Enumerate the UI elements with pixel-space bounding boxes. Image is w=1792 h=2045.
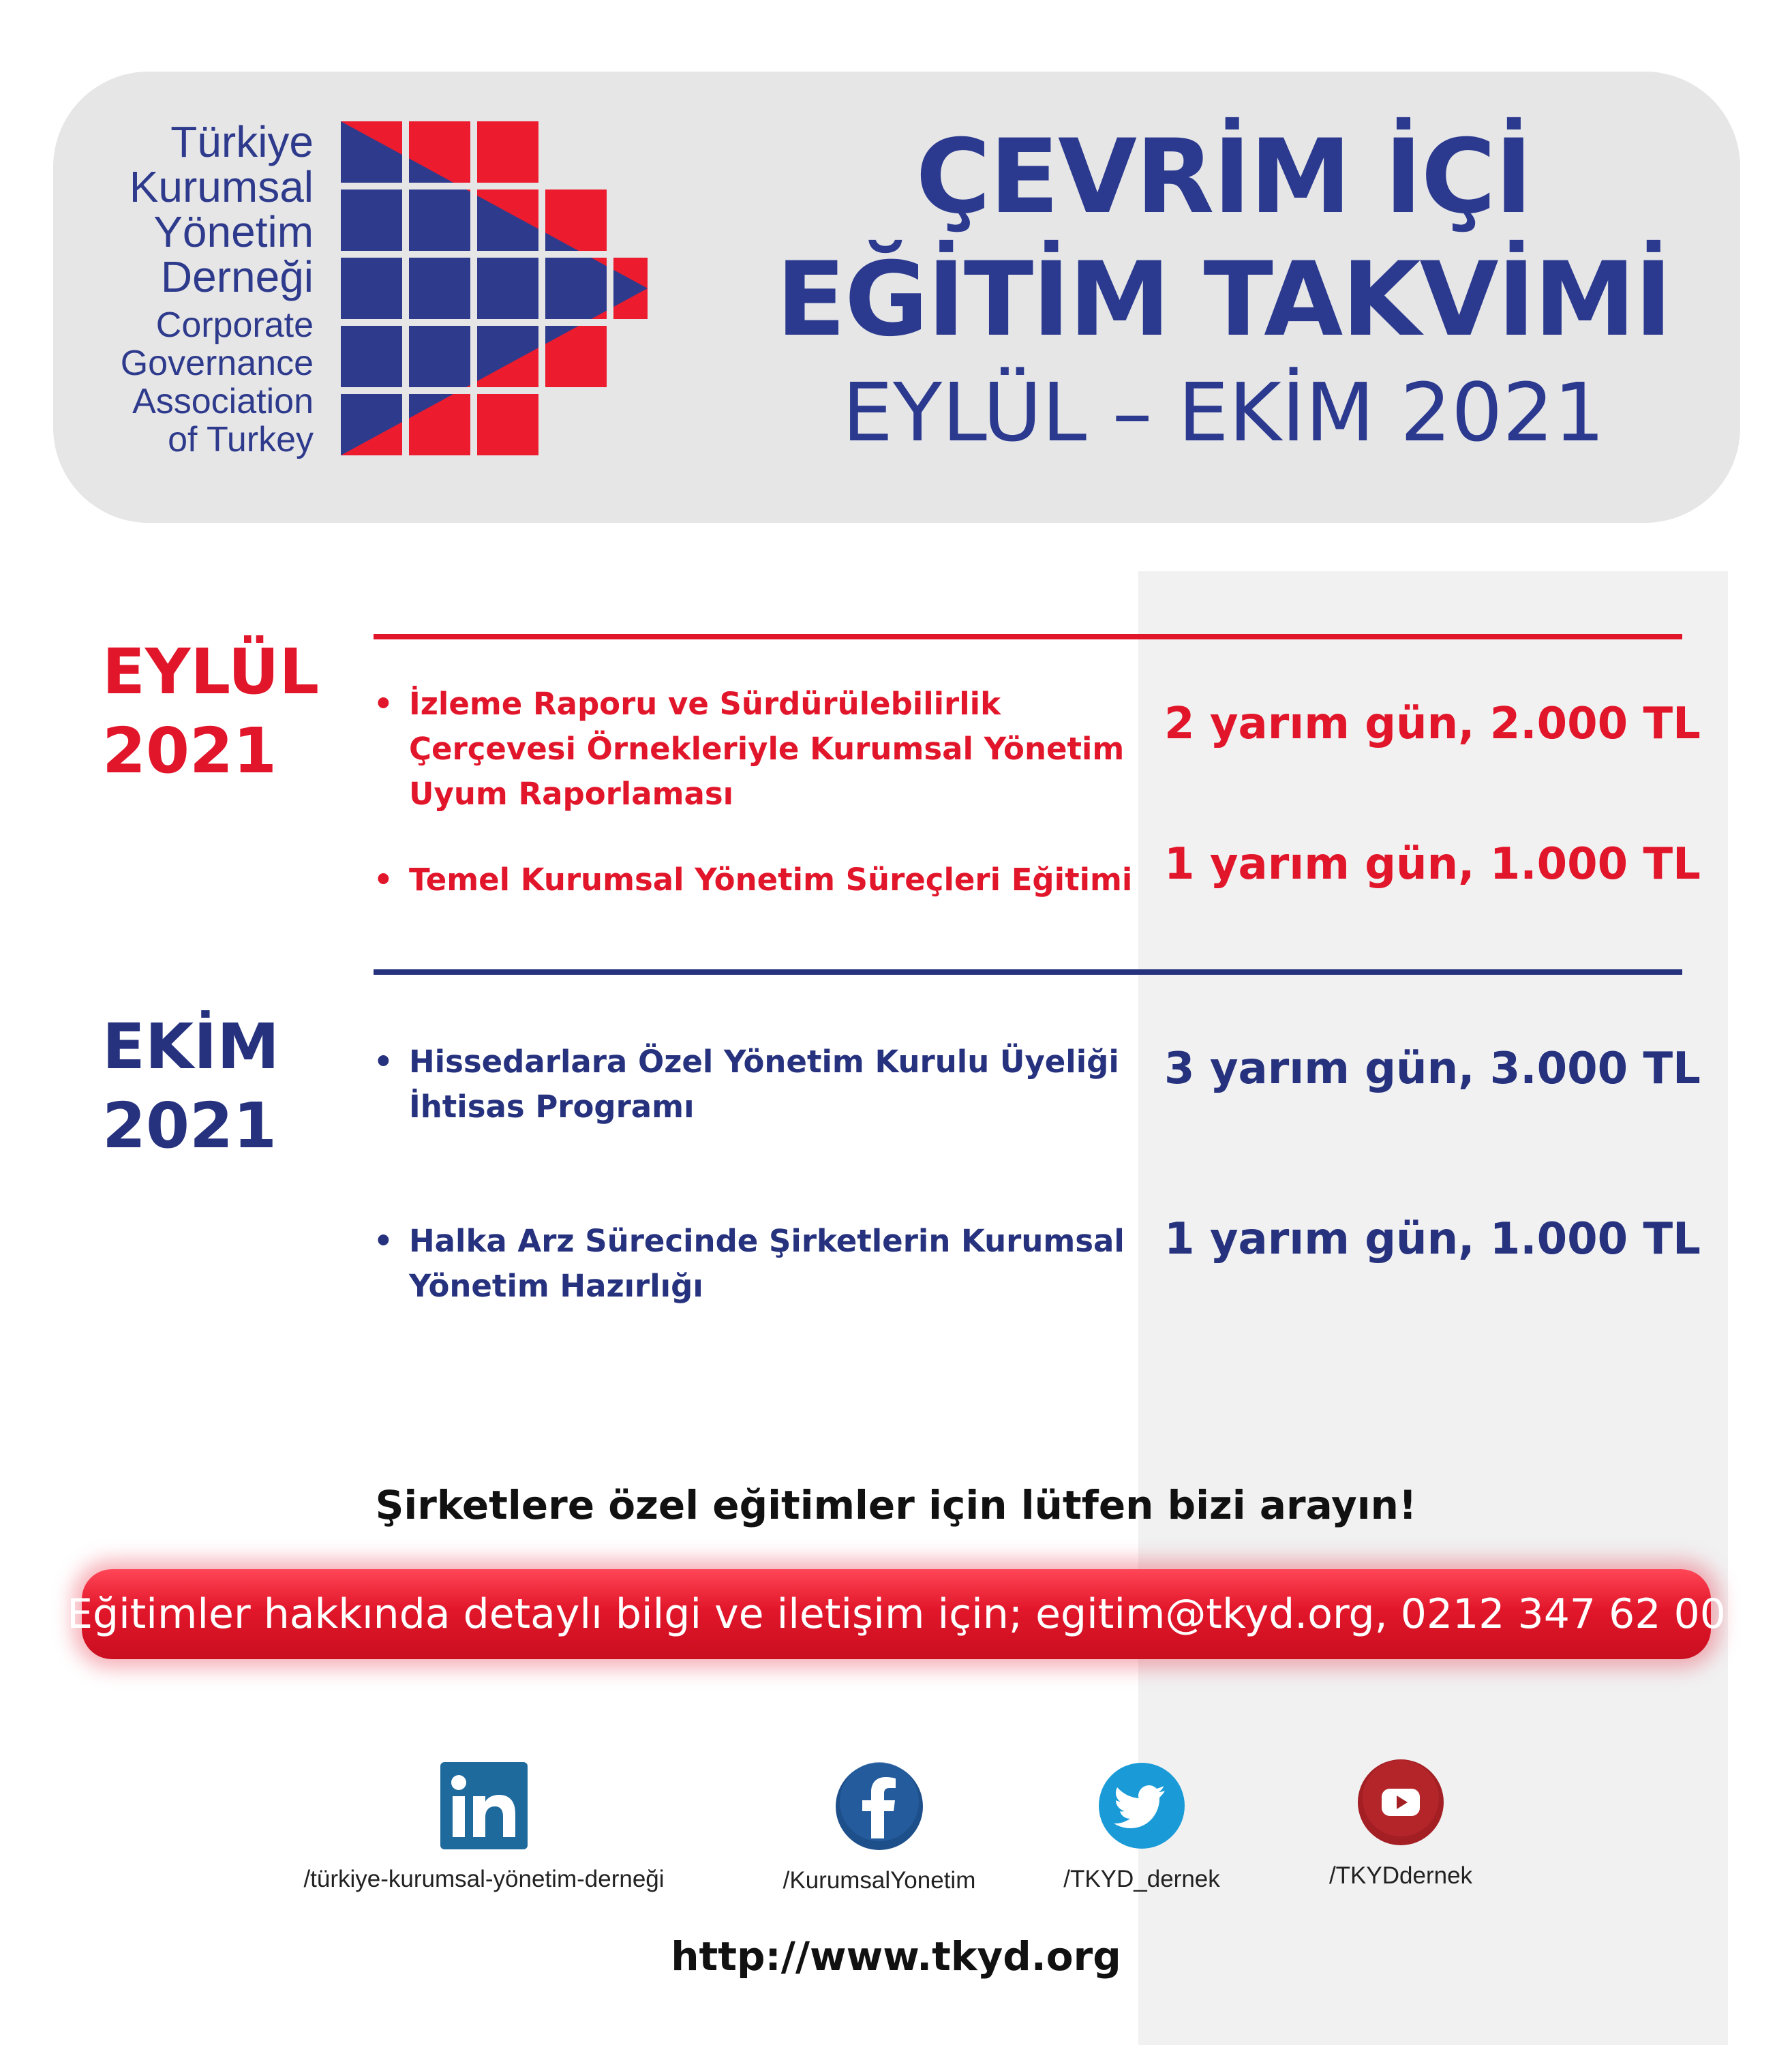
twitter-icon[interactable] <box>1098 1762 1185 1849</box>
course-item <box>374 1219 1159 1309</box>
bullet-icon: • <box>374 862 393 898</box>
section-month-label <box>102 633 319 791</box>
page-subtitle: EYLÜL – EKİM 2021 <box>842 365 1605 459</box>
logo-square-overlay <box>409 326 470 387</box>
social-facebook[interactable] <box>736 1762 1022 1896</box>
logo-square-overlay <box>341 326 402 387</box>
page-title-line2: EĞİTİM TAKVİMİ <box>776 241 1671 359</box>
logo-square-overlay <box>341 258 402 319</box>
course-title-line: Hissedarlara Özel Yönetim Kurulu Üyeliği <box>409 1044 1119 1080</box>
logo-square-overlay <box>409 258 470 319</box>
logo-square-overlay <box>341 190 402 251</box>
logo-tr-line: Kurumsal <box>129 162 314 211</box>
logo-square <box>477 121 538 183</box>
logo-square-overlay <box>477 258 538 319</box>
custom-training-callout: Şirketlere özel eğitimler için lütfen bizi arayın! <box>375 1482 1417 1528</box>
section-divider <box>374 969 1682 975</box>
social-handle[interactable]: /TKYDdernek <box>1328 1862 1473 1889</box>
logo-tr-line: Yönetim <box>153 207 314 256</box>
social-handle[interactable]: /KurumsalYonetim <box>783 1867 976 1894</box>
month-year: 2021 <box>102 714 277 787</box>
facebook-icon[interactable] <box>835 1762 924 1851</box>
website-link[interactable]: http://www.tkyd.org <box>671 1933 1121 1980</box>
month-name: EKİM <box>102 1010 279 1083</box>
course-item <box>374 1040 1159 1130</box>
logo-en-line: Association <box>132 382 314 421</box>
course-price: 2 yarım gün, 2.000 TL <box>1164 699 1701 749</box>
page-title-line1: ÇEVRİM İÇİ <box>915 118 1532 237</box>
course-price: 3 yarım gün, 3.000 TL <box>1164 1044 1701 1094</box>
logo-tr-line: Derneği <box>160 252 314 301</box>
month-year: 2021 <box>102 1089 277 1162</box>
course-title-line: Halka Arz Sürecinde Şirketlerin Kurumsal <box>409 1223 1125 1259</box>
bullet-icon: • <box>374 686 393 722</box>
course-title-line: Yönetim Hazırlığı <box>409 1268 703 1304</box>
logo-en-line: of Turkey <box>168 420 314 459</box>
bullet-icon: • <box>374 1044 393 1080</box>
logo-square-overlay <box>545 258 607 319</box>
logo-square-overlay <box>409 190 470 251</box>
course-item <box>374 858 1159 903</box>
logo-mark-icon <box>341 121 648 462</box>
logo-en-line: Corporate <box>155 305 314 345</box>
social-twitter[interactable] <box>1022 1762 1261 1894</box>
bullet-icon: • <box>374 1223 393 1259</box>
course-title-line: İzleme Raporu ve Sürdürülebilirlik <box>409 686 1001 722</box>
course-title-line: İhtisas Programı <box>409 1089 695 1125</box>
course-item <box>374 682 1159 817</box>
logo-text <box>102 119 314 459</box>
contact-text[interactable]: Eğitimler hakkında detaylı bilgi ve iletişim için; egitim@tkyd.org, 0212 347 62 00 <box>67 1590 1726 1638</box>
section-divider <box>374 634 1682 639</box>
social-handle[interactable]: /türkiye-kurumsal-yönetim-derneği <box>303 1866 665 1892</box>
course-price: 1 yarım gün, 1.000 TL <box>1164 1214 1701 1264</box>
logo-en-line: Governance <box>120 344 314 383</box>
social-linkedin[interactable] <box>273 1762 695 1894</box>
logo-tr-line: Türkiye <box>170 117 314 166</box>
logo-square <box>477 394 538 455</box>
course-price: 1 yarım gün, 1.000 TL <box>1164 839 1701 890</box>
course-title-line: Temel Kurumsal Yönetim Süreçleri Eğitimi <box>409 862 1133 898</box>
social-handle[interactable]: /TKYD_dernek <box>1063 1866 1220 1892</box>
contact-banner <box>67 1569 1726 1659</box>
month-name: EYLÜL <box>102 635 320 708</box>
course-title-line: Uyum Raporlaması <box>409 776 734 812</box>
section-month-label <box>102 1008 279 1166</box>
youtube-icon[interactable] <box>1357 1759 1444 1846</box>
course-title-line: Çerçevesi Örnekleriyle Kurumsal Yönetim <box>409 731 1125 767</box>
social-youtube[interactable] <box>1281 1759 1520 1891</box>
linkedin-icon[interactable] <box>440 1762 528 1849</box>
